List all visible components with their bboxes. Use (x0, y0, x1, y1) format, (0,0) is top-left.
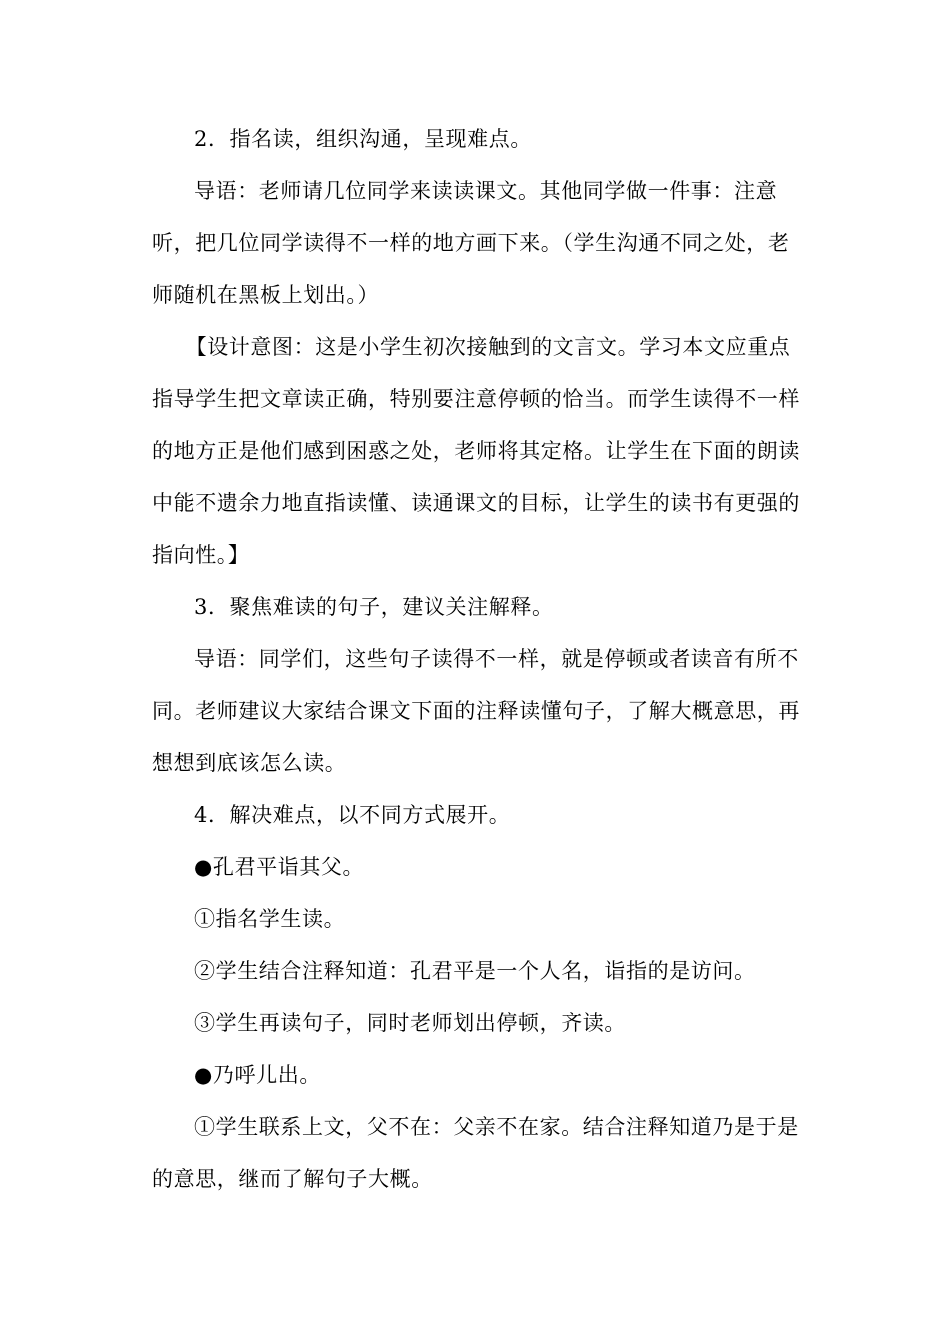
paragraph-sentence-1-step-2: ②学生结合注释知道：孔君平是一个人名，诣指的是访问。 (194, 959, 756, 983)
paragraph-sentence-1: ●孔君平诣其父。 (194, 855, 365, 879)
document-body (152, 113, 802, 1205)
paragraph-step-2-heading: 2．指名读，组织沟通，呈现难点。 (194, 127, 532, 151)
paragraph-sentence-1-step-1: ①指名学生读。 (194, 907, 346, 931)
paragraph-guide-2: 导语：同学们，这些句子读得不一样，就是停顿或者读音有所不同。老师建议大家结合课文下面的注释读懂句子，了解大概意思，再想想到底该怎么读。 (152, 647, 800, 775)
paragraph-sentence-1-step-3: ③学生再读句子，同时老师划出停顿，齐读。 (194, 1011, 626, 1035)
paragraph-design-intent: 【设计意图：这是小学生初次接触到的文言文。学习本文应重点指导学生把文章读正确，特别要注意停顿的恰当。而学生读得不一样的地方正是他们感到困惑之处，老师将其定格。让学生在下面的朗读中能不遗余力地直指读懂、读通课文的目标，让学生的读书有更强的指向性。】 (152, 335, 800, 567)
paragraph-guide-1: 导语：老师请几位同学来读读课文。其他同学做一件事：注意听，把几位同学读得不一样的地方画下来。（学生沟通不同之处，老师随机在黑板上划出。） (152, 179, 790, 307)
paragraph-sentence-2: ●乃呼儿出。 (194, 1063, 321, 1087)
paragraph-step-4-heading: 4．解决难点，以不同方式展开。 (194, 803, 511, 827)
paragraph-step-3-heading: 3．聚焦难读的句子，建议关注解释。 (194, 595, 554, 619)
paragraph-sentence-2-step-1: ①学生联系上文，父不在：父亲不在家。结合注释知道乃是于是的意思，继而了解句子大概。 (152, 1115, 799, 1191)
